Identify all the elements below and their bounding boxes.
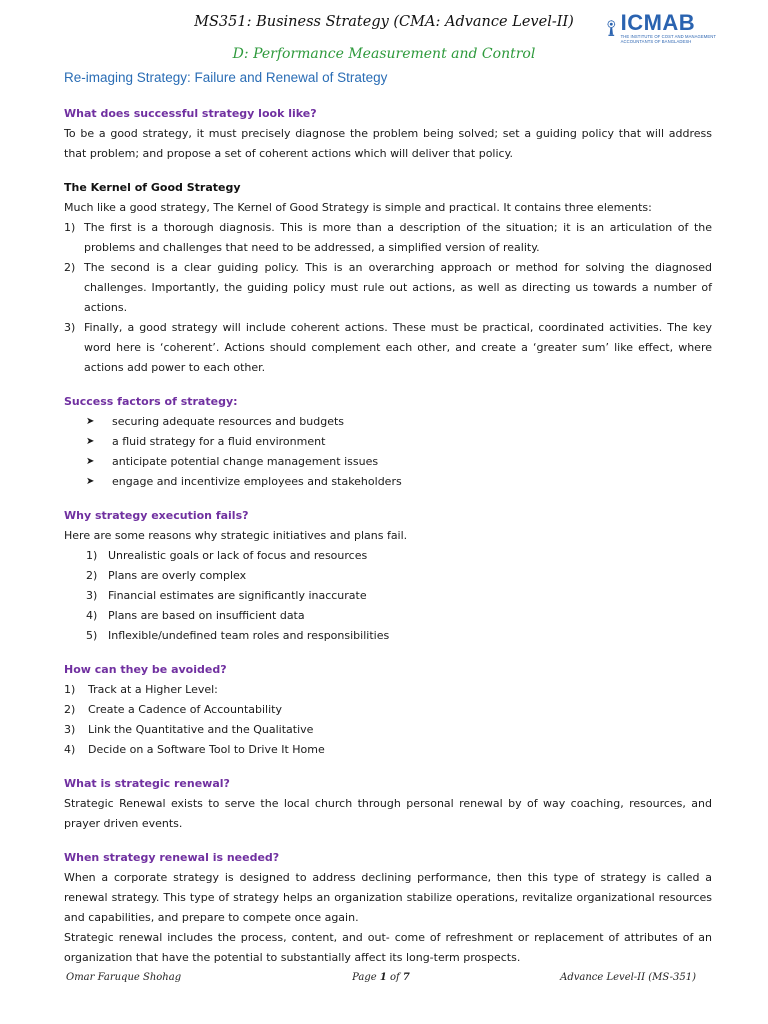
success-factors-list [64,412,712,492]
kernel-list [64,218,712,378]
list-item-text: Link the Quantitative and the Qualitative [88,723,314,736]
paragraph-renewal-needed-2: Strategic renewal includes the process, content, and out- come of refreshment or replacement of attributes of an organization that have the potential to substantially affect its long-term prospects. [64,931,712,964]
list-item-text: Create a Cadence of Accountability [88,703,282,716]
arrow-right-icon: ➤ [86,416,95,427]
list-item-text: Decide on a Software Tool to Drive It Home [88,743,325,756]
list-item-text: securing adequate resources and budgets [112,415,345,428]
list-item [64,720,712,740]
list-item-text: Plans are based on insufficient data [108,609,305,622]
icmab-logo [606,8,716,48]
list-number: 1) [86,549,98,562]
list-item [64,586,712,606]
list-item [64,452,712,472]
avoided-list [64,680,712,760]
list-item-text: anticipate potential change management issues [112,455,379,468]
logo-name: ICMAB [620,10,696,35]
list-item-text: engage and incentivize employees and stakeholders [112,475,402,488]
page-total: 7 [402,972,410,983]
arrow-right-icon: ➤ [86,476,95,487]
list-number: 4) [86,609,98,622]
arrow-right-icon: ➤ [86,456,95,467]
paragraph-execution-intro: Here are some reasons why strategic initiatives and plans fail. [64,529,408,542]
list-item [64,472,712,492]
list-item [64,546,712,566]
arrow-right-icon: ➤ [86,436,95,447]
list-item [64,432,712,452]
list-item-text: The first is a thorough diagnosis. This is more than a description of the situation; it is an articulation of the problems and challenges that need to be addressed, a simplified version of reality. [84,221,712,254]
section-title: D: Performance Measurement and Control [232,46,536,62]
footer-level: Advance Level-II (MS-351) [560,972,696,983]
list-item-text: Finally, a good strategy will include coherent actions. These must be practical, coordinated activities. The key word here is ‘coherent’. Actions should complement each other, and create a ‘greater sum’ like effect, where actions add power to each other. [84,321,712,374]
execution-fails-list [64,546,712,646]
list-number: 4) [64,743,76,756]
page-of: of [386,972,403,983]
page-prefix: Page [352,972,380,983]
paragraph-successful-strategy: To be a good strategy, it must precisely diagnose the problem being solved; set a guiding policy that will address that problem; and propose a set of coherent actions which will deliver that policy. [64,127,712,160]
paragraph-strategic-renewal: Strategic Renewal exists to serve the local church through personal renewal by of way coaching, resources, and prayer driven events. [64,797,712,830]
list-item [64,218,712,258]
list-item [64,412,712,432]
list-number: 3) [64,723,76,736]
list-item [64,318,712,378]
heading-success-factors: Success factors of strategy: [64,395,238,408]
list-item [64,566,712,586]
heading-execution-fails: Why strategy execution fails? [64,509,249,522]
list-number: 3) [64,321,76,334]
list-item-text: a fluid strategy for a fluid environment [112,435,326,448]
list-number: 5) [86,629,98,642]
list-item [64,606,712,626]
icmab-emblem-icon [606,11,617,45]
paragraph-renewal-needed-1: When a corporate strategy is designed to address declining performance, then this type of strategy is called a renewal strategy. This type of strategy helps an organization stabilize operations, revitalize organizational resources and capabilities, and prepare to compete once again. [64,871,712,924]
heading-strategic-renewal: What is strategic renewal? [64,777,230,790]
list-number: 2) [64,261,76,274]
heading-renewal-needed: When strategy renewal is needed? [64,851,280,864]
list-number: 3) [86,589,98,602]
list-item-text: Track at a Higher Level: [88,683,218,696]
list-item [64,626,712,646]
list-item-text: Inflexible/undefined team roles and responsibilities [108,629,390,642]
course-title: MS351: Business Strategy (CMA: Advance Level-II) [194,14,574,30]
page-current: 1 [379,972,387,983]
list-number: 2) [86,569,98,582]
list-item-text: Financial estimates are significantly inaccurate [108,589,367,602]
list-item [64,700,712,720]
paragraph-kernel-intro: Much like a good strategy, The Kernel of Good Strategy is simple and practical. It contains three elements: [64,201,652,214]
list-number: 1) [64,683,76,696]
list-item-text: Unrealistic goals or lack of focus and resources [108,549,368,562]
heading-kernel: The Kernel of Good Strategy [64,181,241,194]
footer-author: Omar Faruque Shohag [66,972,182,983]
page-footer [66,972,696,990]
logo-subtitle-line2: ACCOUNTANTS OF BANGLADESH [620,39,692,44]
chapter-title: Re-imaging Strategy: Failure and Renewal of Strategy [64,70,388,85]
logo-subtitle-line1: THE INSTITUTE OF COST AND MANAGEMENT [620,34,716,39]
list-item-text: The second is a clear guiding policy. This is an overarching approach or method for solving the diagnosed challenges. Importantly, the guiding policy must rule out actions, as well as directing us towards a number of actions. [84,261,712,314]
list-item [64,258,712,318]
list-number: 2) [64,703,76,716]
heading-successful-strategy: What does successful strategy look like? [64,107,317,120]
list-item [64,680,712,700]
document-body [64,104,712,968]
list-number: 1) [64,221,76,234]
list-item-text: Plans are overly complex [108,569,247,582]
list-item [64,740,712,760]
heading-avoided: How can they be avoided? [64,663,227,676]
